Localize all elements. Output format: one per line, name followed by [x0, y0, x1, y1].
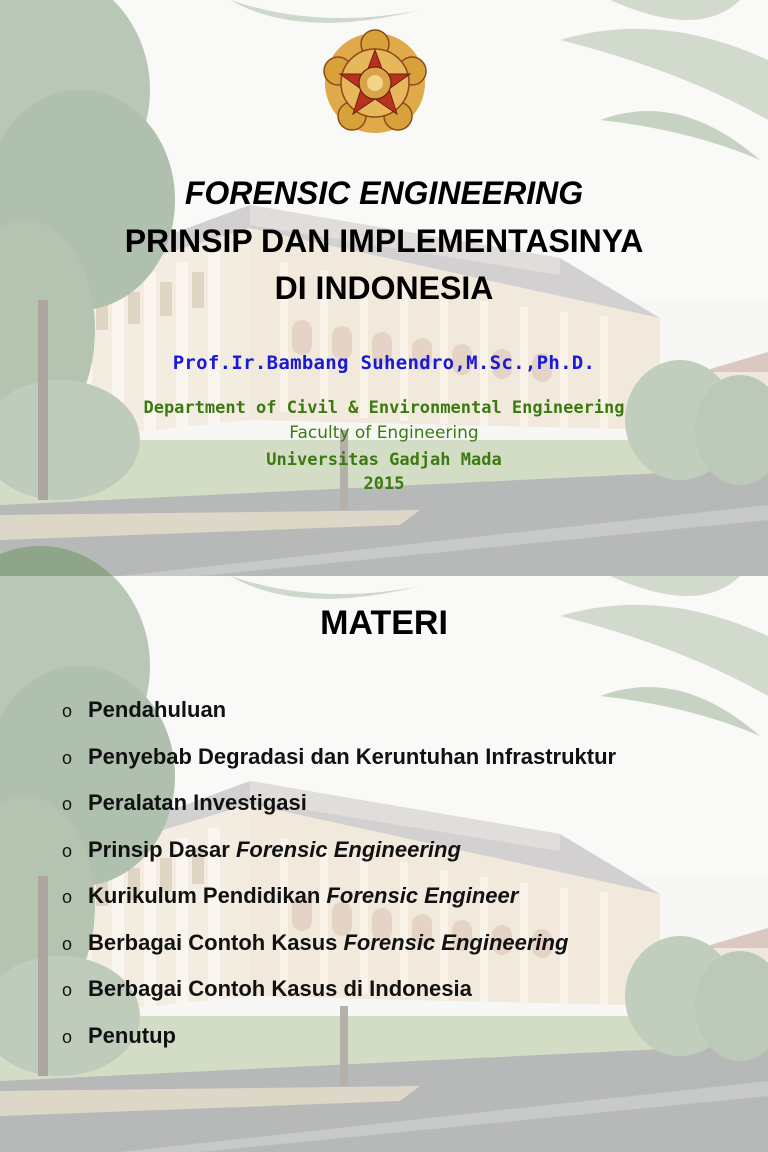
item-text: Prinsip Dasar — [88, 836, 236, 862]
item-text: Pendahuluan — [88, 697, 227, 722]
slide-heading: MATERI — [320, 604, 448, 642]
university-name: Universitas Gadjah Mada — [266, 450, 502, 470]
list-item — [62, 745, 616, 792]
materi-slide — [0, 576, 768, 1048]
author-name: Prof.Ir.Bambang Suhendro,M.Sc.,Ph.D. — [172, 352, 596, 374]
topic-list — [62, 698, 616, 1070]
item-text: Penyebab Degradasi dan Keruntuhan Infrastruktur — [88, 743, 617, 769]
item-italic-text: Forensic Engineering — [235, 836, 461, 862]
faculty-name: Faculty of Engineering — [289, 423, 479, 443]
department-name: Department of Civil & Environmental Engineering — [143, 398, 625, 418]
bullet-icon: o — [62, 794, 73, 814]
title-indonesia-line: DI INDONESIA — [274, 270, 494, 306]
item-text: Berbagai Contoh Kasus di Indonesia — [88, 976, 472, 1001]
bullet-icon: o — [62, 840, 73, 861]
bullet-icon: o — [62, 933, 73, 954]
item-text: Berbagai Contoh Kasus — [88, 929, 344, 955]
bullet-icon: o — [62, 980, 73, 1000]
list-item — [62, 977, 616, 1024]
bullet-icon: o — [62, 701, 73, 721]
bullet-icon: o — [62, 1026, 73, 1047]
title-prinsip-line: PRINSIP DAN IMPLEMENTASINYA — [124, 223, 644, 259]
list-item — [62, 791, 616, 838]
item-text: Kurikulum Pendidikan — [88, 883, 327, 908]
item-text: Penutup — [88, 1022, 176, 1048]
list-item — [62, 698, 616, 745]
item-italic-text: Forensic Engineering — [343, 929, 569, 955]
item-italic-text: Forensic Engineer — [326, 883, 519, 908]
item-text: Peralatan Investigasi — [88, 790, 307, 815]
bullet-icon: o — [62, 887, 73, 907]
title-forensic-engineering: FORENSIC ENGINEERING — [184, 175, 584, 211]
list-item — [62, 1024, 616, 1071]
list-item — [62, 931, 616, 978]
gadjah-mada-seal-logo — [322, 30, 428, 136]
list-item — [62, 884, 616, 931]
year-label: 2015 — [363, 474, 405, 494]
bullet-icon: o — [62, 747, 73, 768]
list-item — [62, 838, 616, 885]
